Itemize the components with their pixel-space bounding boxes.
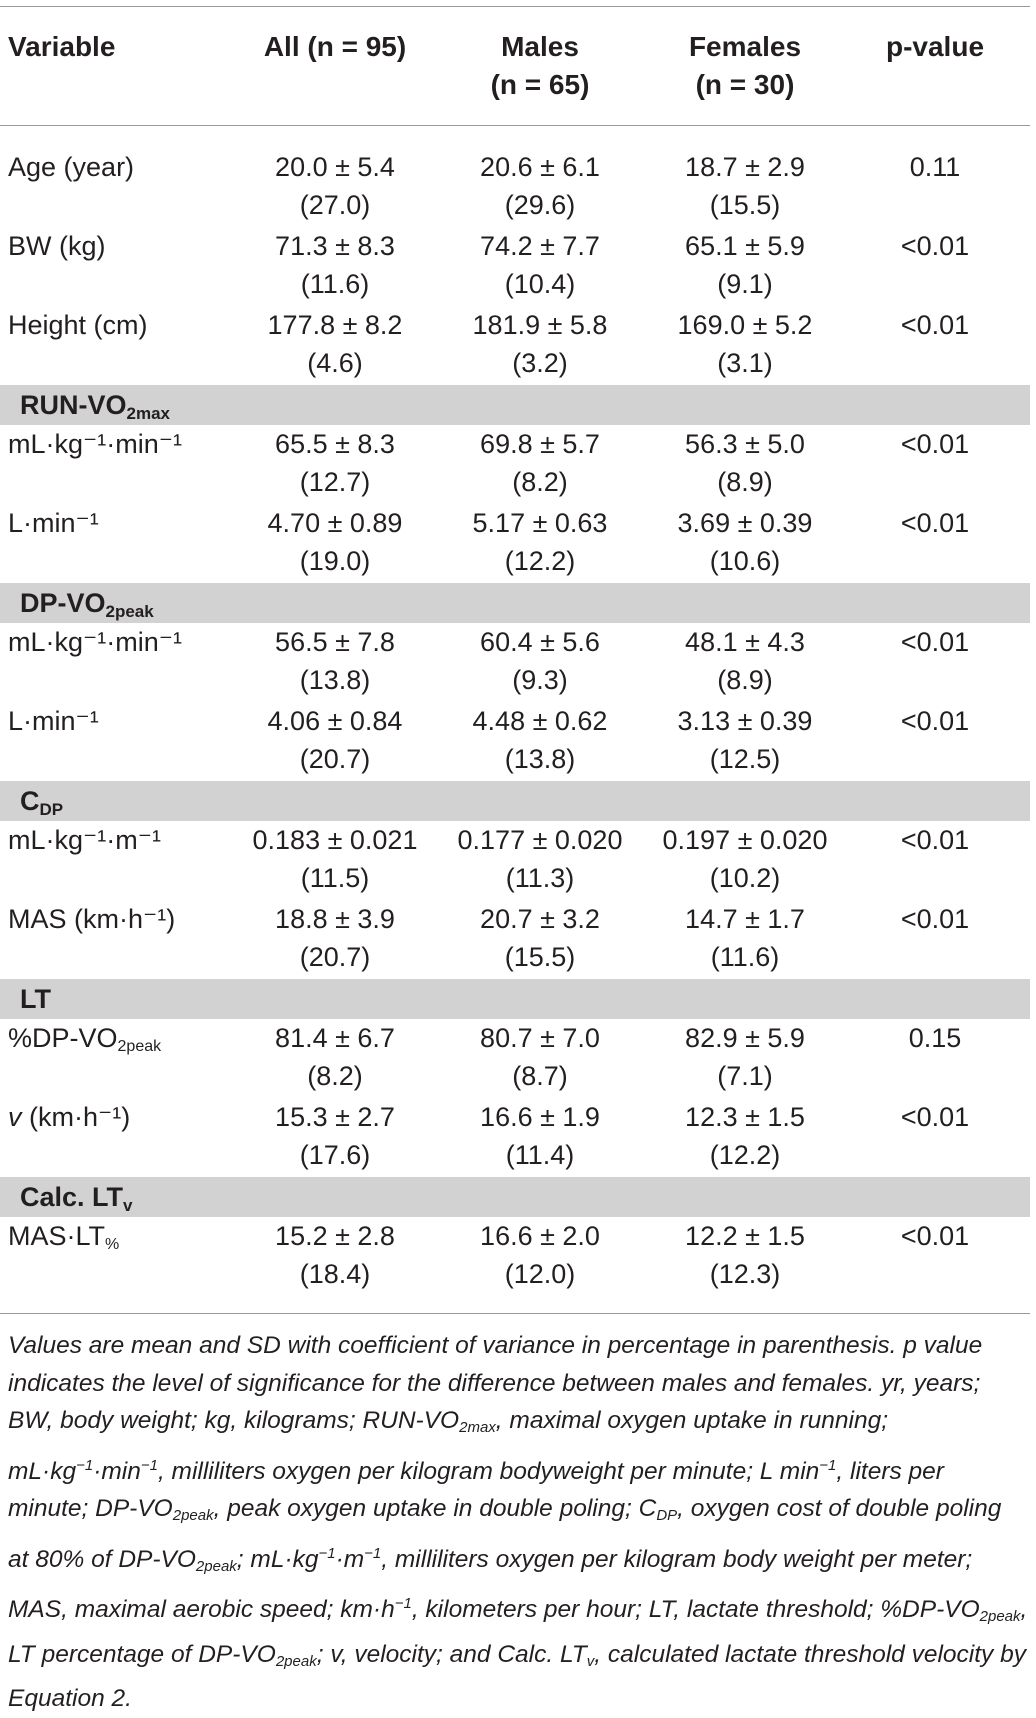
row-label: L·min⁻¹ (8, 706, 99, 736)
header-bottom-rule (0, 125, 1030, 126)
cell-males: 20.6 ± 6.1 (29.6) (480, 152, 600, 220)
table-footnote: Values are mean and SD with coefficient of variance in percentage in parenthesis. p value indicates the level of significance for the difference between males and females. yr, years; BW, body weight; kg, kilograms; RUN-$VO_{2max}$, maximal oxygen uptake in running; $mL\cdot kg^{-1}\cdot\min^{-1}$, milliliters oxygen per kilogram bodyweight per minute; L $\min^{-1}$, liters per minute; $DP-VO_{2peak}$, peak oxygen uptake in double poling; $C_{DP}$, oxygen cost of double poling at 80% of $DP-VO_{2peak}$; $mL\cdot kg^{-1}\cdot m^{-1}$, milliliters oxygen per kilogram body weight per meter; MAS, maximal aerobic speed; $km\cdot h^{-1}$, kilometers per hour; LT, lactate threshold; $\%DP-VO_{2peak}$, LT percentage of $DP-VO_{2peak}$; v, velocity; and Calc. $LT_v$, calculated lactate threshold velocity by Equation 2. (8, 1332, 1028, 1712)
cell-females: 14.7 ± 1.7 (11.6) (685, 904, 805, 972)
row-label: Height (cm) (8, 310, 148, 340)
cell-females: 48.1 ± 4.3 (8.9) (685, 627, 805, 695)
table-row (0, 821, 1030, 901)
cell-males: 181.9 ± 5.8 (3.2) (472, 310, 608, 378)
header-females-line1: Females (688, 31, 802, 62)
cell-all: 0.183 ± 0.021 (11.5) (252, 825, 418, 893)
row-label: L·min⁻¹ (8, 508, 99, 538)
cell-pvalue: <0.01 (900, 310, 970, 340)
cell-all: 20.0 ± 5.4 (27.0) (275, 152, 395, 220)
cell-all: 81.4 ± 6.7 (8.2) (275, 1023, 395, 1091)
table-bottom-rule (0, 1313, 1030, 1314)
table-row (0, 900, 1030, 980)
cell-all: 65.5 ± 8.3 (12.7) (275, 429, 395, 497)
row-label: v (km·h⁻¹) (8, 1102, 131, 1132)
cell-all: 15.2 ± 2.8 (18.4) (275, 1221, 395, 1289)
row-label: Age (year) (8, 152, 135, 182)
cell-males: 20.7 ± 3.2 (15.5) (480, 904, 600, 972)
cell-males: 80.7 ± 7.0 (8.7) (480, 1023, 600, 1091)
cell-pvalue: <0.01 (900, 231, 970, 261)
cell-females: 3.69 ± 0.39 (10.6) (677, 508, 813, 576)
cell-pvalue: <0.01 (900, 706, 970, 736)
cell-all: 4.70 ± 0.89 (19.0) (267, 508, 403, 576)
row-label: BW (kg) (8, 231, 106, 261)
cell-females: 169.0 ± 5.2 (3.1) (677, 310, 813, 378)
header-males-line1: Males (501, 31, 579, 62)
table-row (0, 1217, 1030, 1297)
table-row (0, 148, 1030, 228)
table-row (0, 702, 1030, 782)
table-row (0, 306, 1030, 386)
cell-females: 0.197 ± 0.020 (10.2) (662, 825, 828, 893)
cell-pvalue: <0.01 (900, 429, 970, 459)
cell-all: 4.06 ± 0.84 (20.7) (267, 706, 403, 774)
table-row (0, 1019, 1030, 1099)
row-label: mL·kg⁻¹·min⁻¹ (8, 627, 182, 657)
section-cdp: $C_{DP}$ (0, 781, 1030, 821)
row-label: $\%DP-VO_{2peak}$ (8, 1023, 162, 1055)
row-label: mL·kg⁻¹·m⁻¹ (8, 825, 161, 855)
header-variable: Variable (8, 31, 116, 62)
table-row (0, 425, 1030, 505)
section-lt: LT (0, 979, 1030, 1019)
row-label: MAS (km·h⁻¹) (8, 904, 176, 934)
cell-females: 82.9 ± 5.9 (7.1) (685, 1023, 805, 1091)
table-row (0, 1098, 1030, 1178)
cell-females: 3.13 ± 0.39 (12.5) (677, 706, 813, 774)
cell-males: 16.6 ± 1.9 (11.4) (480, 1102, 600, 1170)
cell-pvalue: 0.11 (909, 152, 961, 182)
cell-males: 5.17 ± 0.63 (12.2) (472, 508, 608, 576)
cell-pvalue: <0.01 (900, 825, 970, 855)
cell-all: 56.5 ± 7.8 (13.8) (275, 627, 395, 695)
cell-all: 71.3 ± 8.3 (11.6) (275, 231, 395, 299)
cell-females: 56.3 ± 5.0 (8.9) (685, 429, 805, 497)
table-row (0, 227, 1030, 307)
table-row (0, 504, 1030, 584)
cell-females: 12.3 ± 1.5 (12.2) (685, 1102, 805, 1170)
cell-pvalue: <0.01 (900, 627, 970, 657)
cell-males: 60.4 ± 5.6 (9.3) (480, 627, 600, 695)
cell-males: 69.8 ± 5.7 (8.2) (480, 429, 600, 497)
cell-pvalue: <0.01 (900, 508, 970, 538)
cell-all: 18.8 ± 3.9 (20.7) (275, 904, 395, 972)
table-row (0, 623, 1030, 703)
section-calc-ltv: Calc. $LT_v$ (0, 1177, 1030, 1217)
cell-pvalue: <0.01 (900, 1102, 970, 1132)
cell-pvalue: 0.15 (908, 1023, 962, 1053)
cell-females: 65.1 ± 5.9 (9.1) (685, 231, 805, 299)
header-females (635, 28, 855, 104)
cell-males: 4.48 ± 0.62 (13.8) (472, 706, 608, 774)
header-males-line2: (n = 65) (490, 69, 590, 100)
cell-pvalue: <0.01 (900, 904, 970, 934)
cell-males: 16.6 ± 2.0 (12.0) (480, 1221, 600, 1289)
row-label: $MAS\cdot LT_{\%}$ (8, 1221, 120, 1253)
row-label: mL·kg⁻¹·min⁻¹ (8, 429, 182, 459)
header-pvalue: p-value (885, 31, 985, 62)
table-top-rule (0, 6, 1030, 7)
cell-pvalue: <0.01 (900, 1221, 970, 1251)
cell-females: 18.7 ± 2.9 (15.5) (685, 152, 805, 220)
cell-females: 12.2 ± 1.5 (12.3) (685, 1221, 805, 1289)
section-dp-vo2peak: $DP-VO_{2peak}$ (0, 583, 1030, 623)
section-run-vo2max: RUN-$VO_{2max}$ (0, 385, 1030, 425)
cell-all: 15.3 ± 2.7 (17.6) (275, 1102, 395, 1170)
cell-males: 0.177 ± 0.020 (11.3) (457, 825, 623, 893)
cell-all: 177.8 ± 8.2 (4.6) (267, 310, 403, 378)
header-all: All (n = 95) (263, 31, 407, 62)
header-females-line2: (n = 30) (695, 69, 795, 100)
cell-males: 74.2 ± 7.7 (10.4) (480, 231, 600, 299)
header-males (430, 28, 650, 104)
